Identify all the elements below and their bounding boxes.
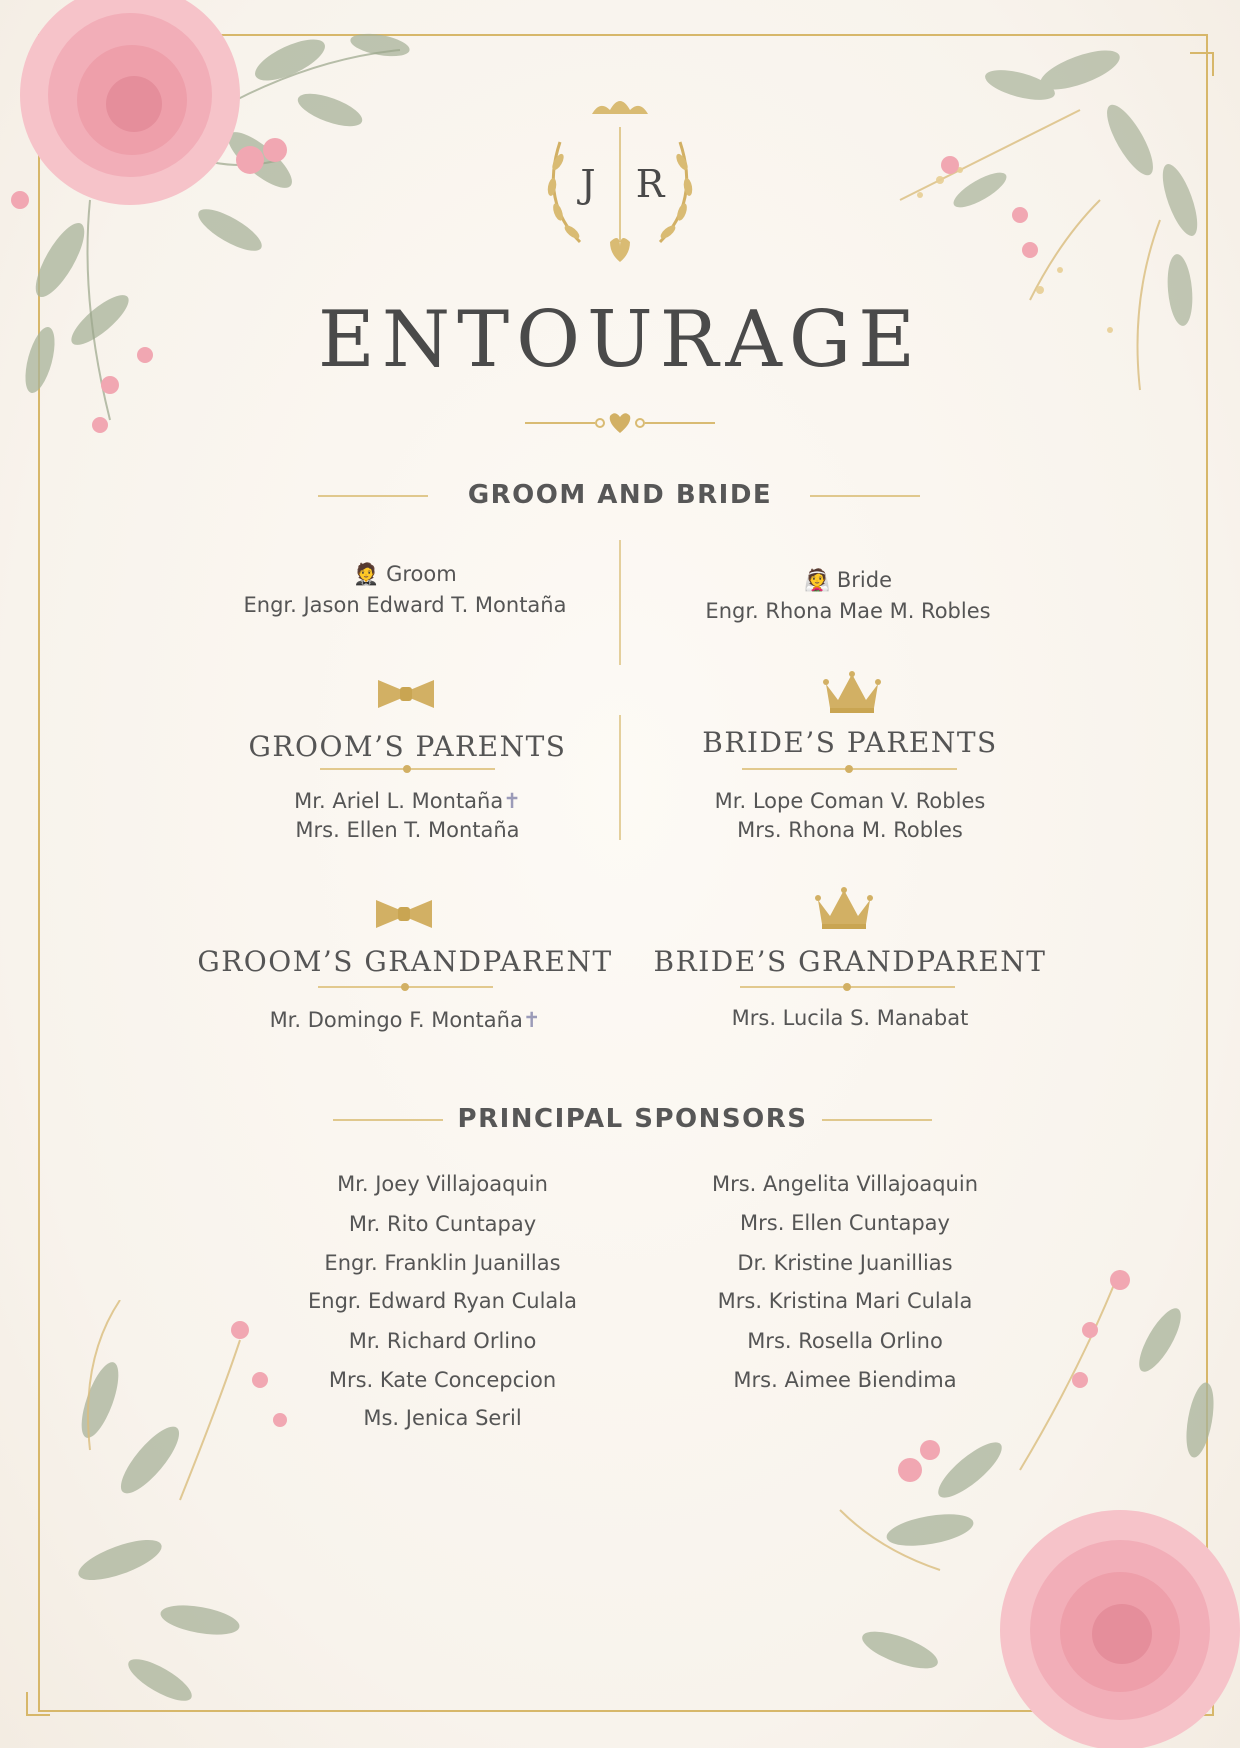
sponsor-name: Mr. Richard Orlino (348, 1329, 537, 1353)
bow-tie-icon (374, 896, 434, 932)
bride-grandmother-name: Mrs. Lucila S. Manabat (731, 1006, 969, 1030)
monogram-crest (530, 92, 710, 272)
groom-name: Engr. Jason Edward T. Montaña (243, 593, 567, 617)
sponsor-name: Mrs. Rosella Orlino (747, 1329, 943, 1353)
sponsor-name: Mrs. Ellen Cuntapay (740, 1211, 950, 1235)
groom-grandparent-heading: GROOM’S GRANDPARENT (197, 945, 613, 978)
bride-emoji: 👰 (804, 568, 831, 592)
sponsor-name: Ms. Jenica Seril (363, 1406, 522, 1430)
ornament-divider (742, 762, 957, 776)
sponsor-name: Engr. Franklin Juanillas (324, 1251, 561, 1275)
heading-line-right (810, 495, 920, 497)
sponsor-name: Mrs. Kate Concepcion (328, 1368, 557, 1392)
heading-line-right (822, 1119, 932, 1121)
heading-line-left (318, 495, 428, 497)
bottom-left-floral-decoration (40, 1300, 360, 1720)
bride-mother-name: Mrs. Rhona M. Robles (737, 818, 963, 842)
groom-grandparent-name: Mr. Domingo F. Montaña (269, 1008, 523, 1032)
groom-role-label: Groom (386, 562, 457, 586)
heart-divider (520, 408, 720, 438)
ornament-divider (740, 980, 955, 994)
bride-role (648, 568, 1048, 593)
bride-role-label: Bride (836, 568, 892, 592)
sponsor-name: Engr. Edward Ryan Culala (308, 1289, 577, 1313)
ornament-divider (318, 980, 493, 994)
monogram-left-initial: J (580, 162, 596, 206)
bride-grandparent-heading: BRIDE’S GRANDPARENT (653, 945, 1047, 978)
groom-mother-name: Mrs. Ellen T. Montaña (295, 818, 520, 842)
center-divider (619, 715, 621, 840)
sponsor-name: Mr. Rito Cuntapay (348, 1212, 537, 1236)
deceased-cross-icon: ✝ (503, 789, 521, 813)
heading-line-left (333, 1119, 443, 1121)
deceased-cross-icon: ✝ (522, 1008, 541, 1032)
sponsor-name: Mr. Joey Villajoaquin (337, 1172, 548, 1196)
bride-parents-heading: BRIDE’S PARENTS (702, 726, 998, 759)
bride-father-name: Mr. Lope Coman V. Robles (714, 789, 986, 813)
groom-grandfather-name (190, 1008, 620, 1032)
sponsor-name: Mrs. Angelita Villajoaquin (711, 1172, 979, 1196)
top-right-floral-decoration (880, 0, 1240, 460)
groom-parent-name (205, 789, 610, 813)
monogram-right-initial: R (635, 162, 665, 206)
groom-father-name: Mr. Ariel L. Montaña (294, 789, 504, 813)
ornament-divider (320, 762, 495, 776)
section-heading-groom-and-bride: GROOM AND BRIDE (467, 480, 773, 510)
groom-emoji: 🤵 (353, 562, 380, 586)
groom-parents-heading: GROOM’S PARENTS (248, 730, 567, 763)
crown-icon (822, 670, 882, 714)
groom-role (205, 562, 605, 587)
page-title: ENTOURAGE (317, 295, 923, 385)
sponsor-name: Mrs. Aimee Biendima (733, 1368, 957, 1392)
sponsor-name: Dr. Kristine Juanillias (737, 1251, 953, 1275)
section-heading-principal-sponsors: PRINCIPAL SPONSORS (457, 1104, 808, 1134)
center-divider (619, 540, 621, 665)
sponsor-name: Mrs. Kristina Mari Culala (717, 1289, 973, 1313)
crown-icon (814, 886, 874, 930)
bride-name: Engr. Rhona Mae M. Robles (705, 599, 991, 623)
top-left-floral-decoration (0, 0, 460, 460)
bow-tie-icon (376, 676, 436, 712)
